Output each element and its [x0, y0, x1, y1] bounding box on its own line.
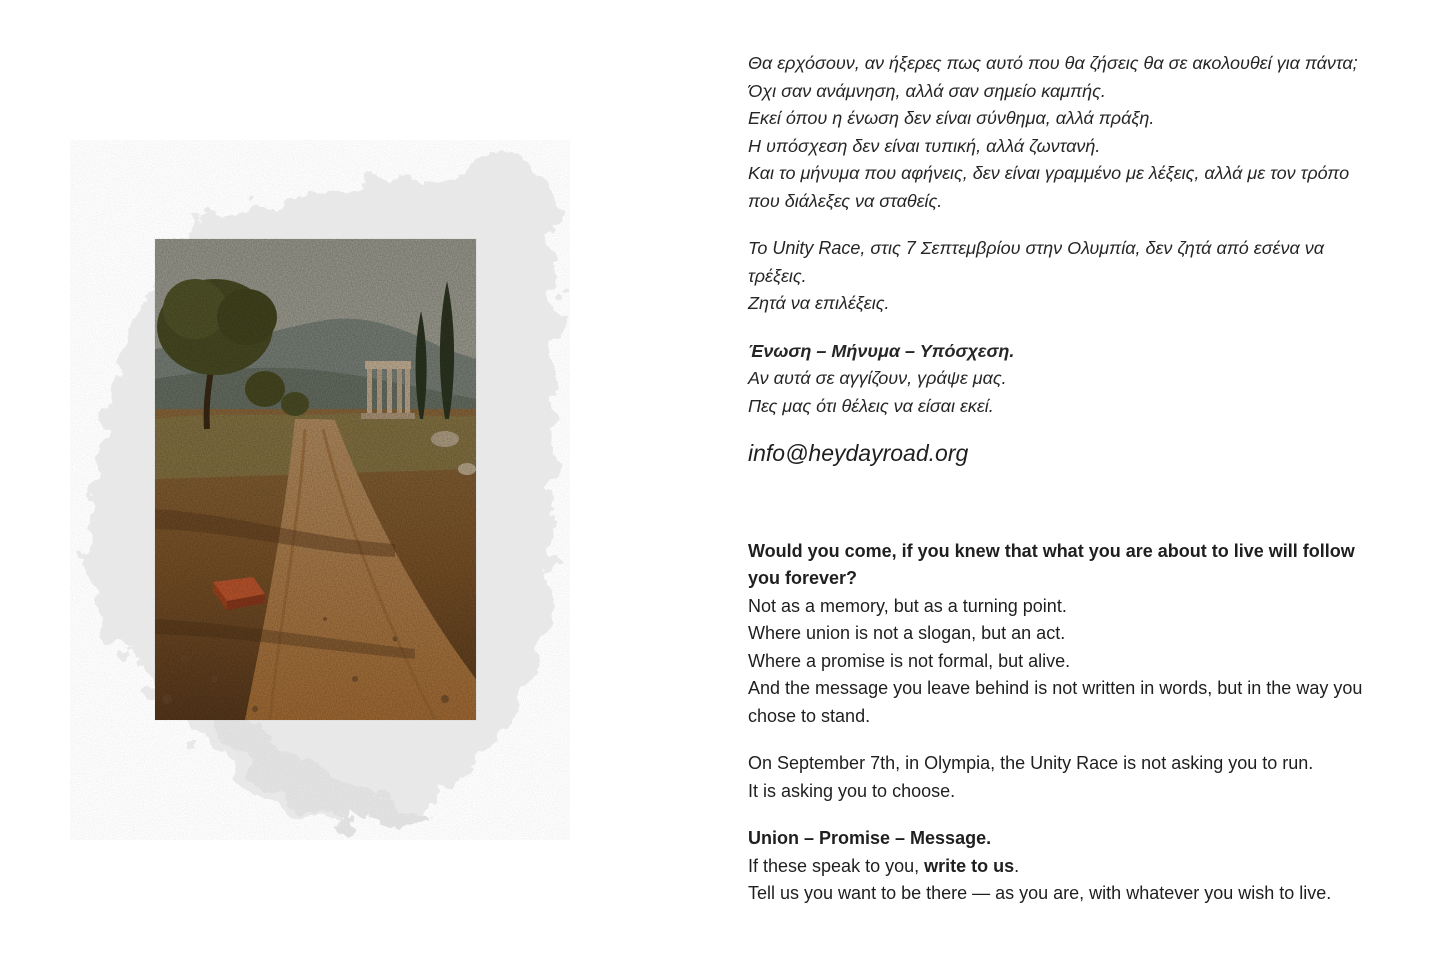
greek-line: Αν αυτά σε αγγίζουν, γράψε μας.: [748, 368, 1007, 388]
greek-line: Πες μας ότι θέλεις να είσαι εκεί.: [748, 395, 994, 416]
email-link[interactable]: info@heydayroad.org: [748, 440, 969, 466]
greek-line: Η υπόσχεση δεν είναι τυπική, αλλά ζωντανή.: [748, 135, 1101, 156]
greek-line: Όχι σαν ανάμνηση, αλλά σαν σημείο καμπής.: [748, 80, 1106, 101]
greek-paragraph-3: [748, 338, 1388, 421]
greek-paragraph-2: [748, 235, 1388, 318]
landscape-photo: [155, 239, 476, 720]
artwork: [70, 140, 570, 840]
greek-line: που διάλεξες να σταθείς.: [748, 190, 943, 211]
greek-line: Εκεί όπου η ένωση δεν είναι σύνθημα, αλλά πράξη.: [748, 108, 1155, 128]
landscape-photo-icon: [155, 239, 476, 720]
greek-line: Θα ερχόσουν, αν ήξερες πως αυτό που θα ζήσεις θα σε ακολουθεί για πάντα;: [748, 53, 1358, 73]
english-section: [748, 538, 1388, 908]
english-line: It is asking you to choose.: [748, 780, 956, 801]
write-to-us-text: write to us: [924, 855, 1015, 876]
english-heading: Union – Promise – Message.: [748, 828, 992, 848]
english-line: Not as a memory, but as a turning point.: [748, 595, 1067, 616]
greek-line: Ζητά να επιλέξεις.: [748, 293, 890, 313]
greek-line: Το Unity Race, στις 7 Σεπτεμβρίου στην Ολυμπία, δεν ζητά από εσένα να: [748, 238, 1324, 258]
english-paragraph-1: [748, 538, 1388, 731]
greek-line: Και το μήνυμα που αφήνεις, δεν είναι γραμμένο με λέξεις, αλλά με τον τρόπο: [748, 163, 1350, 183]
english-text: If these speak to you,: [748, 855, 925, 876]
english-paragraph-2: [748, 750, 1388, 805]
english-heading: Would you come, if you knew that what you are about to live will follow you forever?: [748, 540, 1355, 588]
english-line: Tell us you want to be there — as you are, with whatever you wish to live.: [748, 883, 1332, 903]
english-text: .: [1014, 855, 1020, 876]
english-line: [748, 853, 1388, 881]
greek-heading: Ένωση – Μήνυμα – Υπόσχεση.: [748, 340, 1015, 361]
english-line: On September 7th, in Olympia, the Unity Race is not asking you to run.: [748, 753, 1314, 773]
english-line: Where union is not a slogan, but an act.: [748, 623, 1066, 643]
text-column: [748, 50, 1388, 908]
english-line: Where a promise is not formal, but alive.: [748, 650, 1071, 671]
english-paragraph-3: [748, 825, 1388, 908]
greek-paragraph-1: [748, 50, 1388, 215]
greek-line: τρέξεις.: [748, 265, 807, 286]
english-line: And the message you leave behind is not written in words, but in the way you chose to stand.: [748, 678, 1363, 726]
